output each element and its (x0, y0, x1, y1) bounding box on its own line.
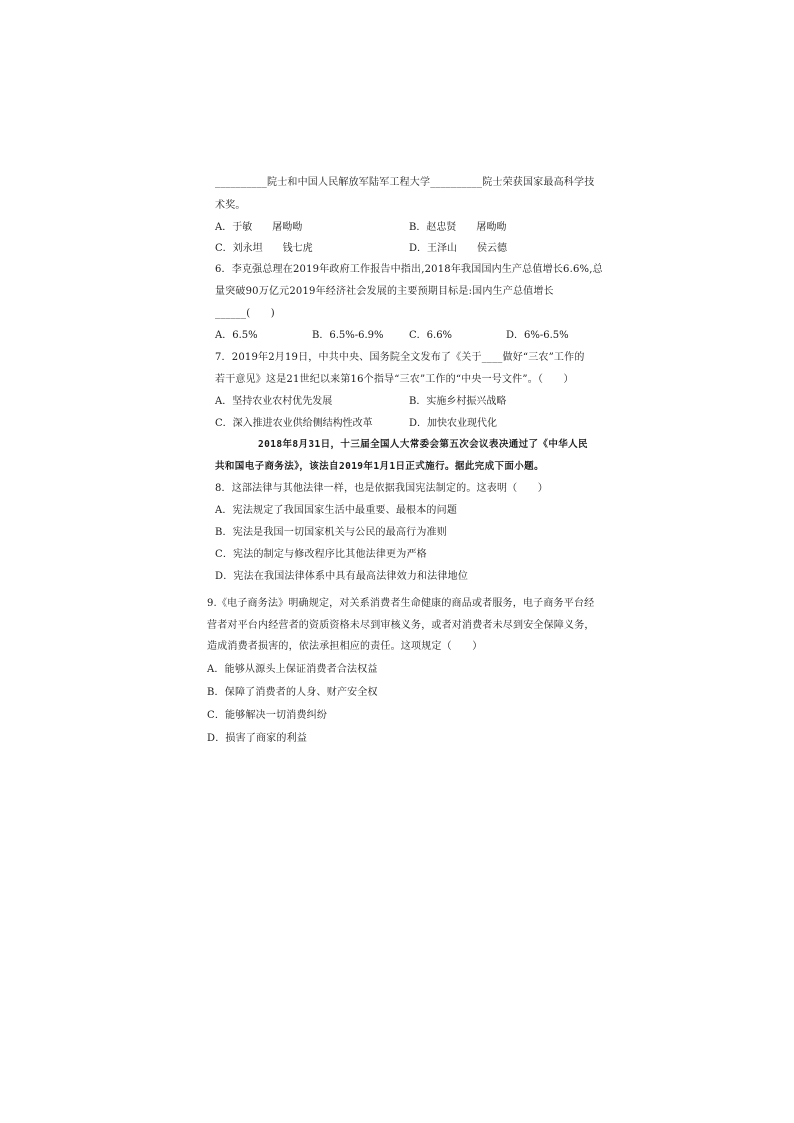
q7-option-a[interactable]: A．坚持农业农村优先发展 (215, 396, 333, 407)
q5-option-a[interactable]: A．于敏 屠呦呦 (215, 222, 303, 233)
q7-stem-line1: 7．2019年2月19日，中共中央、国务院全文发布了《关于____做好“三农”工作的 (215, 352, 585, 363)
q6-option-b[interactable]: B．6.5%-6.9% (312, 330, 384, 341)
q7-stem-line2: 若干意见》这是21世纪以来第16个指导“三农”工作的“中央一号文件”。（ ） (215, 374, 574, 385)
q9-option-b[interactable]: B．保障了消费者的人身、财产安全权 (207, 687, 378, 698)
q6-option-a[interactable]: A．6.5% (215, 330, 258, 341)
q9-stem-line1: 9.《电子商务法》明确规定，对关系消费者生命健康的商品或者服务，电子商务平台经 (207, 598, 595, 609)
q5-option-d[interactable]: D．王泽山 侯云德 (409, 243, 508, 254)
q5-stem-line2: 术奖。 (215, 200, 246, 211)
q6-stem-line3: ______( ) (215, 308, 275, 319)
q8-option-c[interactable]: C．宪法的制定与修改程序比其他法律更为严格 (215, 549, 427, 560)
q6-stem-line1: 6．李克强总理在2019年政府工作报告中指出,2018年我国国内生产总值增长6.6%,总 (215, 264, 603, 275)
q8-option-a[interactable]: A．宪法规定了我国国家生活中最重要、最根本的问题 (215, 505, 458, 516)
q5-stem-line1: __________院士和中国人民解放军陆军工程大学__________院士荣获国家最高科学技 (215, 177, 595, 188)
material-line1: 2018年8月31日，十三届全国人大常委会第五次会议表决通过了《中华人民 (258, 439, 588, 450)
q8-stem: 8．这部法律与其他法律一样，也是依据我国宪法制定的。这表明（ ） (215, 483, 548, 494)
q9-stem-line3: 造成消费者损害的，依法承担相应的责任。这项规定（ ） (207, 641, 483, 652)
material-line2: 共和国电子商务法》，该法自2019年1月1日正式施行。据此完成下面小题。 (215, 461, 544, 472)
q7-option-c[interactable]: C．深入推进农业供给侧结构性改革 (215, 418, 373, 429)
q9-option-a[interactable]: A．能够从源头上保证消费者合法权益 (207, 664, 378, 675)
q6-option-c[interactable]: C．6.6% (409, 330, 453, 341)
q8-option-d[interactable]: D．宪法在我国法律体系中具有最高法律效力和法律地位 (215, 571, 469, 582)
q9-option-d[interactable]: D．损害了商家的利益 (207, 733, 308, 744)
q9-stem-line2: 营者对平台内经营者的资质资格未尽到审核义务，或者对消费者未尽到安全保障义务， (207, 620, 595, 631)
q6-option-d[interactable]: D．6%-6.5% (506, 330, 569, 341)
q7-option-b[interactable]: B．实施乡村振兴战略 (409, 396, 507, 407)
q7-option-d[interactable]: D．加快农业现代化 (409, 418, 498, 429)
q6-stem-line2: 量突破90万亿元2019年经济社会发展的主要预期目标是:国内生产总值增长 (215, 286, 554, 297)
q8-option-b[interactable]: B．宪法是我国一切国家机关与公民的最高行为准则 (215, 527, 447, 538)
q5-option-b[interactable]: B．赵忠贤 屠呦呦 (409, 222, 507, 233)
q9-option-c[interactable]: C．能够解决一切消费纠纷 (207, 710, 328, 721)
q5-option-c[interactable]: C．刘永坦 钱七虎 (215, 243, 313, 254)
